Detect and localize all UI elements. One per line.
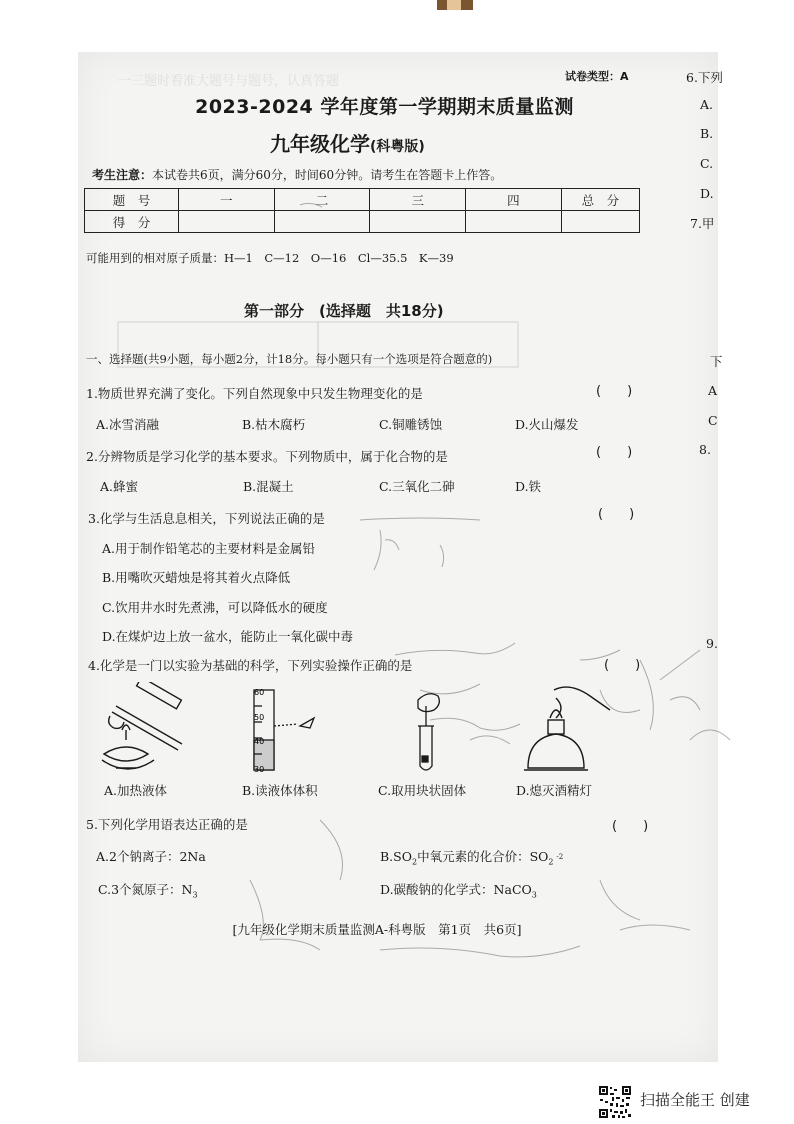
- q4-option-a: A.加热液体: [104, 783, 168, 798]
- question-4-stem: 4.化学是一门以实验为基础的科学，下列实验操作正确的是: [88, 658, 413, 673]
- right-page-option: A.: [700, 97, 714, 112]
- figure-test-tube-solid: [396, 686, 466, 778]
- edition-label: (科粤版): [370, 139, 425, 155]
- figure-heating-liquid: [96, 682, 196, 778]
- atomic-masses: 可能用到的相对原子质量：H—1 C—12 O—16 Cl—35.5 K—39: [86, 251, 454, 265]
- right-page-q9: 9.: [706, 636, 718, 651]
- q1-option-c: C.铜雕锈蚀: [379, 417, 443, 432]
- subject-title: [270, 128, 425, 157]
- right-page-option: C: [708, 413, 718, 428]
- exam-title-text: 2023-2024 学年度第一学期期末质量监测: [195, 96, 574, 118]
- q5-d-sub: 3: [531, 890, 537, 900]
- answer-paren: ( ): [598, 507, 635, 522]
- right-page-q6: 6.下列: [686, 70, 723, 85]
- q2-option-a: A.蜂蜜: [100, 479, 139, 494]
- score-header-cell: 总 分: [561, 189, 639, 211]
- question-1-stem: 1.物质世界充满了变化。下列自然现象中只发生物理变化的是: [86, 386, 423, 401]
- answer-paren: ( ): [604, 658, 641, 673]
- section-intro: 一、选择题(共9小题，每小题2分，计18分。每小题只有一个选项是符合题意的): [86, 352, 493, 366]
- q3-option-c: C.饮用井水时先煮沸，可以降低水的硬度: [102, 600, 328, 615]
- cylinder-tick-30: 30: [254, 765, 265, 774]
- right-page-option: B.: [700, 126, 714, 141]
- q5-d-text: D.碳酸钠的化学式：NaCO: [380, 882, 532, 897]
- q4-option-c: C.取用块状固体: [378, 783, 467, 798]
- q3-option-d: D.在煤炉边上放一盆水，能防止一氧化碳中毒: [102, 629, 354, 644]
- page-footer: [0, 920, 794, 938]
- footer-text: [九年级化学期末质量监测A-科粤版 第1页 共6页]: [232, 922, 522, 937]
- q2-option-b: B.混凝土: [243, 479, 294, 494]
- right-page-text: 下: [710, 354, 723, 369]
- scanner-brand: 扫描全能王 创建: [640, 1091, 750, 1109]
- score-row-label: 得 分: [85, 211, 179, 233]
- score-cell: [561, 211, 639, 233]
- right-page-option: D.: [700, 186, 714, 201]
- score-cell: [466, 211, 562, 233]
- score-cell: [178, 211, 274, 233]
- q1-option-d: D.火山爆发: [515, 417, 579, 432]
- exam-title: [0, 92, 794, 119]
- answer-paren: ( ): [612, 819, 649, 834]
- q5-b-sub: 2: [411, 857, 418, 867]
- right-page-q7: 7.甲: [690, 216, 715, 231]
- score-table-header-row: [85, 189, 640, 211]
- cylinder-tick-40: 40: [254, 737, 265, 746]
- answer-paren: ( ): [596, 384, 633, 399]
- q5-c-sub: 3: [192, 890, 198, 900]
- q1-option-b: B.枯木腐朽: [242, 417, 306, 432]
- q2-option-c: C.三氧化二砷: [379, 479, 455, 494]
- q3-option-a: A.用于制作铅笔芯的主要材料是金属铅: [102, 541, 316, 556]
- score-header-cell: 二: [274, 189, 370, 211]
- answer-paren: ( ): [596, 445, 633, 460]
- score-table-score-row: [85, 211, 640, 233]
- qr-code-icon: [598, 1085, 632, 1119]
- score-cell: [274, 211, 370, 233]
- notice-text: 本试卷共6页，满分60分，时间60分钟。请考生在答题卡上作答。: [152, 168, 503, 182]
- question-2-stem: 2.分辨物质是学习化学的基本要求。下列物质中，属于化合物的是: [86, 449, 448, 464]
- subject-name: 九年级化学: [270, 132, 370, 156]
- right-page-option: C.: [700, 156, 714, 171]
- q4-option-d: D.熄灭酒精灯: [516, 783, 593, 798]
- paper-type-label: 试卷类型：A: [565, 70, 629, 83]
- score-header-cell: 三: [370, 189, 466, 211]
- right-page-q8: 8.: [699, 442, 711, 457]
- cylinder-tick-50: 50: [254, 713, 265, 722]
- q3-option-b: B.用嘴吹灭蜡烛是将其着火点降低: [102, 570, 291, 585]
- part-title: 第一部分 (选择题 共18分): [244, 302, 444, 320]
- q5-option-c: [98, 880, 198, 900]
- question-5-stem: 5.下列化学用语表达正确的是: [86, 817, 248, 832]
- right-page-option: A: [708, 383, 718, 398]
- q5-b-text: B.SO: [380, 849, 412, 864]
- score-table: [84, 188, 640, 233]
- q5-b-valence: -2: [556, 853, 564, 861]
- q5-option-b: [380, 847, 564, 867]
- q5-b-sub2: 2: [548, 857, 554, 867]
- q5-b-mid: 中氧元素的化合价：SO: [417, 849, 549, 864]
- question-3-stem: 3.化学与生活息息相关，下列说法正确的是: [88, 511, 325, 526]
- score-header-cell: 四: [466, 189, 562, 211]
- exam-notice: [92, 166, 502, 183]
- q1-option-a: A.冰雪消融: [96, 417, 160, 432]
- q5-option-d: [380, 880, 537, 900]
- figure-alcohol-lamp: [514, 682, 614, 778]
- score-cell: [370, 211, 466, 233]
- q5-option-a: A.2个钠离子：2Na: [96, 849, 206, 864]
- notice-label: 考生注意：: [92, 168, 153, 182]
- figure-graduated-cylinder: [240, 686, 320, 776]
- q5-c-text: C.3个氮原子：N: [98, 882, 193, 897]
- q4-option-b: B.读液体体积: [242, 783, 318, 798]
- q2-option-d: D.铁: [515, 479, 542, 494]
- cylinder-tick-60: 60: [254, 688, 265, 697]
- bleed-through-text: 一三题时看准大题号与题号，认真答题: [118, 74, 340, 89]
- score-header-cell: 题 号: [85, 189, 179, 211]
- score-header-cell: 一: [178, 189, 274, 211]
